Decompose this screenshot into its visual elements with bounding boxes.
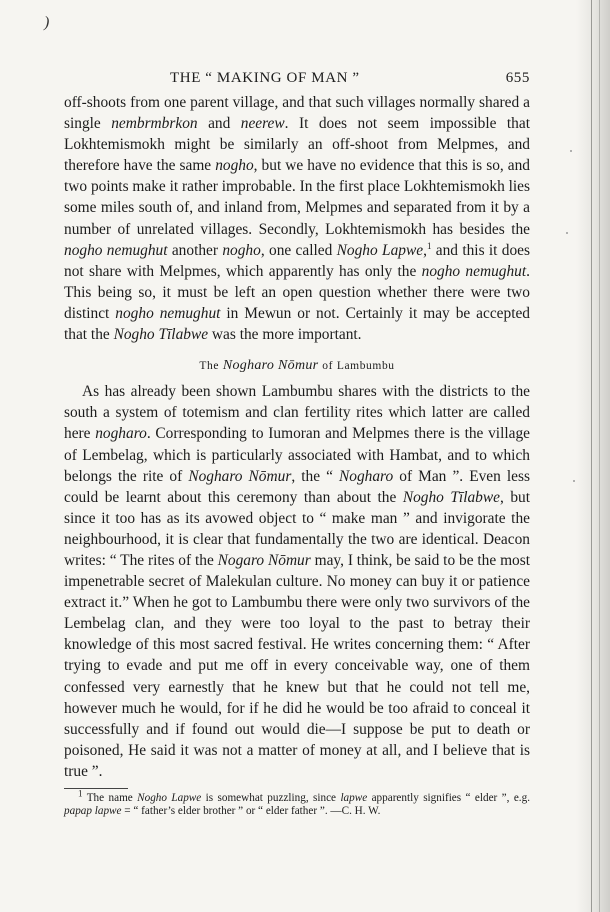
scan-speck	[566, 232, 568, 234]
page-edge-line	[591, 0, 592, 912]
paragraph-continued: off-shoots from one parent village, and that such villages normally shared a single nembrmbrkon and neerew. It does not seem impossible that Lokhtemismokh might be similarly an off-shoot from Melpmes, and therefore have the same nogho, but we have no evidence that this is so, and two points make it rather improbable. In the first place Lokhtemismokh lies some miles south of, and inland from, Melpmes and separated from it by a number of unrelated villages. Secondly, Lokhtemismokh has besides the nogho nemughut another nogho, one called Nogho Lapwe,$^1$ and this it does not share with Melpmes, which apparently has only the nogho nemughut. This being so, it must be left an open question whether there were two distinct nogho nemughut in Mewun or not. Certainly it may be accepted that the Nogho Tīlabwe was the more important.	[64, 94, 531, 344]
margin-mark: )	[44, 14, 50, 31]
running-header	[60, 70, 530, 90]
footnote: $^1$ The name Nogho Lapwe is somewhat puzzling, since lapwe apparently signifies “ elder ”, e.g. papap lapwe = “ father’s elder brother ” or “ elder father ”. —C. H. W.	[64, 788, 530, 817]
page-edge-line-outer	[599, 0, 600, 912]
scan-speck	[570, 150, 572, 152]
footnote-divider	[64, 788, 128, 789]
scan-speck	[573, 480, 575, 482]
page-number: 655	[505, 70, 530, 86]
running-title: THE “ MAKING OF MAN ”	[170, 70, 360, 86]
paragraph-lambumbu: As has already been shown Lambumbu shares with the districts to the south a system of totemism and clan fertility rites which latter are called here nogharo. Corresponding to Iumoran and Melpmes there is the village of Lembelag, which is particularly associated with Hambat, and to which belongs the rite of Nogharo Nōmur, the “ Nogharo of Man ”. Even less could be learnt about this ceremony than about the Nogho Tīlabwe, but since it too has as its avowed object to “ make man ” and invigorate the neighbourhood, it is clear that fundamentally the two are identical. Deacon writes: “ The rites of the Nogaro Nōmur may, I think, be said to be the most impenetrable secret of Malekulan culture. No money can buy it or patience extract it.” When he got to Lambumbu there were only two survivors of the Lembelag clan, and they were too loyal to the past to betray their knowledge of this most sacred festival. He writes concerning them: “ After trying to evade and put me off in every conceivable way, one of them confessed very earnestly that he knew but that he could not tell me, however much he would, for if he did he would be too afraid to conceal it successfully and if found out would die—I suppose be put to death or poisoned, He said it was not a matter of money at all, and I believe that is true ”.	[64, 383, 530, 780]
page-body	[64, 92, 530, 818]
footnote-reference: 1	[426, 240, 432, 251]
section-heading: The Nogharo Nōmur of Lambumbu	[199, 358, 395, 374]
page-edge-shadow	[576, 0, 610, 912]
